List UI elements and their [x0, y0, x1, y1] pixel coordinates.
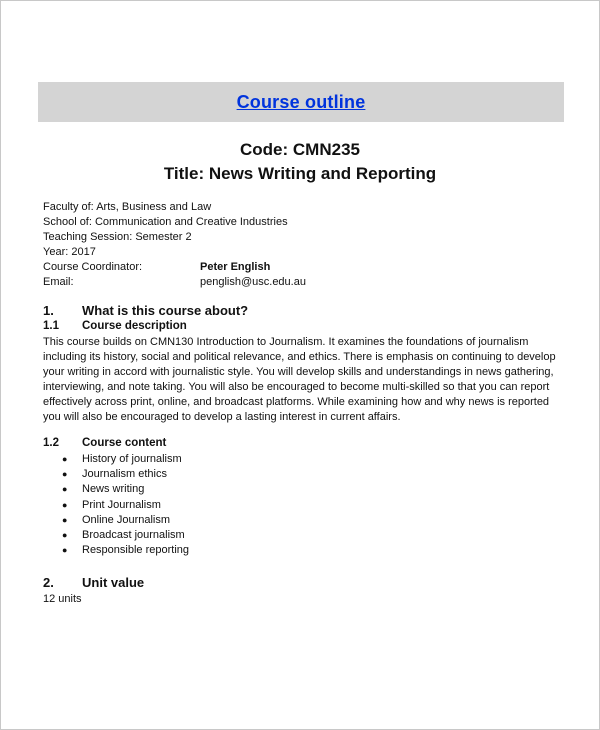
section-1-2-heading [43, 437, 166, 449]
bullet-icon: ● [62, 469, 68, 480]
bullet-icon: ● [62, 530, 68, 541]
section-1-1-title: Course description [82, 320, 187, 332]
year: Year: 2017 [43, 246, 96, 258]
bullet-icon: ● [62, 484, 68, 495]
section-1-title: What is this course about? [82, 303, 249, 318]
course-outline-link[interactable]: Course outline [236, 91, 366, 112]
section-1-2-title: Course content [82, 437, 167, 449]
bullet-icon: ● [62, 514, 68, 525]
coordinator-label: Course Coordinator: [43, 261, 143, 273]
coordinator-name: Peter English [200, 261, 271, 273]
list-item: ● History of journalism [62, 452, 189, 467]
unit-value: 12 units [43, 593, 82, 605]
section-1-2-number: 1.2 [43, 437, 59, 449]
list-item: ● News writing [62, 482, 189, 497]
list-item: ● Responsible reporting [62, 543, 189, 558]
course-info [43, 200, 306, 290]
section-1-heading [43, 303, 248, 318]
course-description: This course builds on CMN130 Introduction to Journalism. It examines the foundations of journalism including its history, social and political relevance, and ethics. There is emphasis on continuing to develop your writing in accord with journalistic style. You will develop skills and understandings in news gathering, interviewing, and note taking. You will also be encouraged to become multi-skilled so that you can report effectively across print, online, and broadcast platforms. While examining how and why news is reported you will also be encouraged to develop a lasting interest in current affairs. [43, 336, 556, 423]
course-outline-banner [38, 82, 564, 122]
section-1-1-number: 1.1 [43, 320, 59, 332]
list-item: ● Journalism ethics [62, 467, 189, 482]
course-code: Code: CMN235 [240, 140, 360, 159]
email-label: Email: [43, 276, 74, 288]
list-item: ● Broadcast journalism [62, 528, 189, 543]
section-1-number: 1. [43, 303, 54, 318]
section-2-heading [43, 575, 144, 590]
email-value: penglish@usc.edu.au [200, 276, 306, 288]
faculty: Faculty of: Arts, Business and Law [43, 201, 212, 213]
course-content-list [62, 452, 189, 558]
course-title: Title: News Writing and Reporting [163, 164, 437, 183]
bullet-icon: ● [62, 545, 68, 556]
list-item: ● Online Journalism [62, 513, 189, 528]
school: School of: Communication and Creative Industries [43, 216, 288, 228]
bullet-icon: ● [62, 499, 68, 510]
section-1-1-heading [43, 320, 187, 332]
teaching-session: Teaching Session: Semester 2 [43, 231, 192, 243]
section-2-title: Unit value [82, 575, 145, 590]
list-item: ● Print Journalism [62, 498, 189, 513]
section-2-number: 2. [43, 575, 54, 590]
bullet-icon: ● [62, 454, 68, 464]
